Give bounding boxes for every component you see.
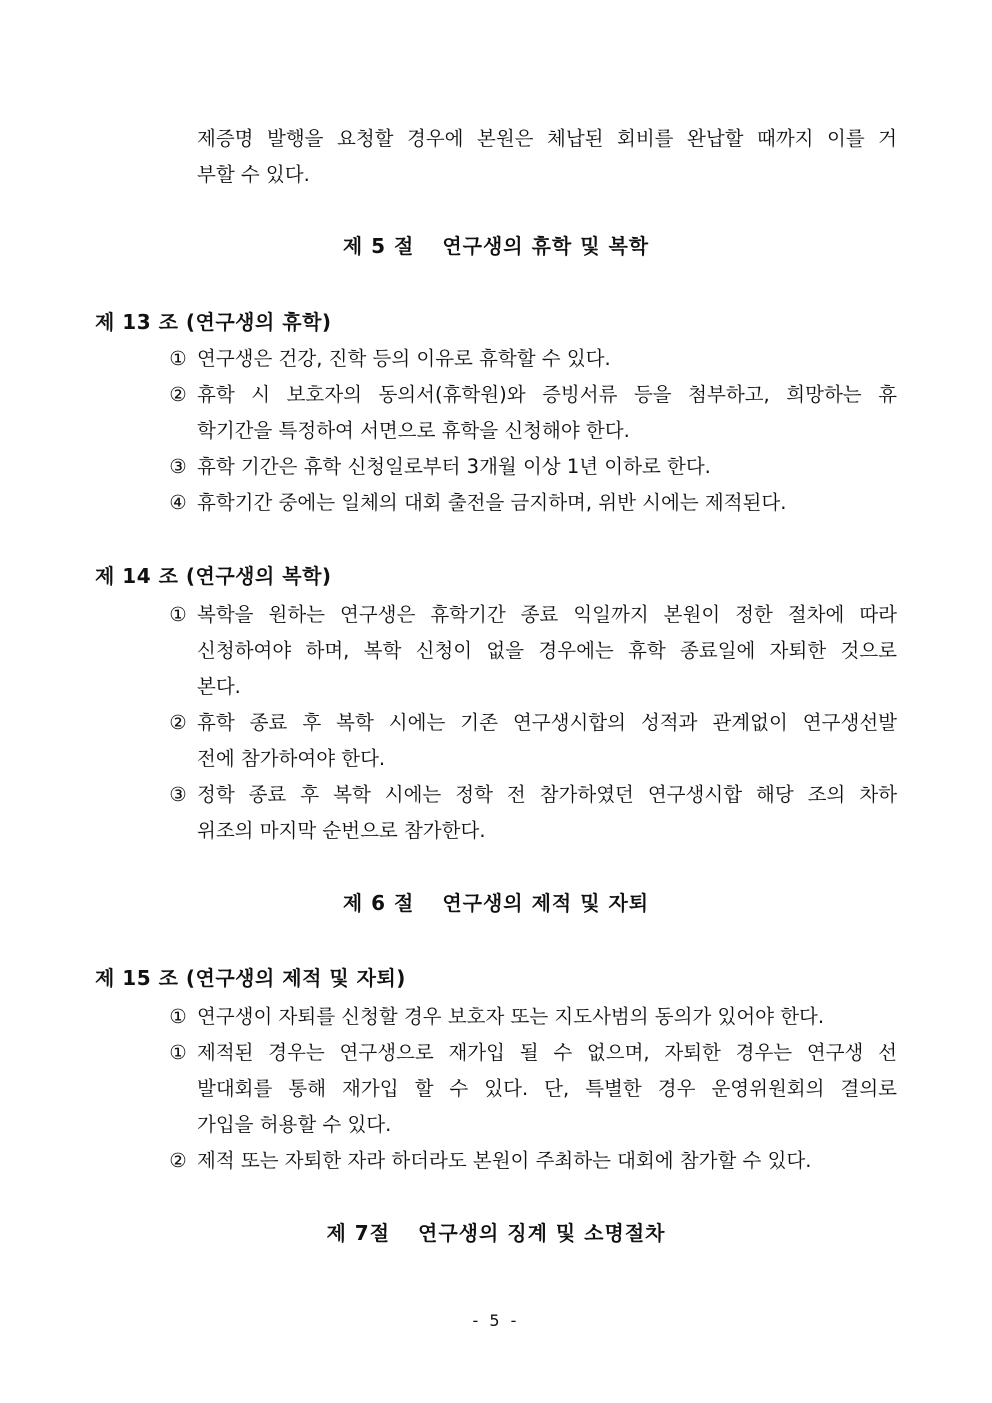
section-title: 연구생의 제적 및 자퇴 [442,891,650,915]
item-text: 연구생은 건강, 진학 등의 이유로 휴학할 수 있다. [197,347,611,370]
item-marker: ① [169,347,187,370]
section-number: 제 6 절 [342,891,415,915]
item-marker: ② [169,1149,187,1172]
intro-line-1: 제증명 발행을 요청할 경우에 본원은 체납된 회비를 완납할 때까지 이를 거 [197,127,897,150]
item-marker: ② [169,383,187,406]
article-heading-13: 제 13 조 (연구생의 휴학) [95,310,332,334]
intro-line-2: 부할 수 있다. [197,163,310,186]
item-text: 연구생이 자퇴를 신청할 경우 보호자 또는 지도사범의 동의가 있어야 한다. [197,1005,825,1028]
item-text-continuation: 가입을 허용할 수 있다. [197,1113,392,1136]
item-text: 정학 종료 후 복학 시에는 정학 전 참가하였던 연구생시합 해당 조의 차하 [197,783,897,806]
section-number: 제 7절 [326,1221,391,1245]
item-text-continuation: 신청하여야 하며, 복학 신청이 없을 경우에는 휴학 종료일에 자퇴한 것으로 [197,639,897,662]
item-text: 휴학 종료 후 복학 시에는 기존 연구생시합의 성적과 관계없이 연구생선발 [197,711,897,734]
item-text-continuation: 본다. [197,675,241,698]
section-heading-5 [0,232,992,260]
item-text: 복학을 원하는 연구생은 휴학기간 종료 익일까지 본원이 정한 절차에 따라 [197,603,897,626]
section-heading-6 [0,889,992,917]
section-heading-7 [0,1219,992,1247]
item-marker: ① [169,1005,187,1028]
item-marker: ④ [169,491,187,514]
item-marker: ① [169,603,187,626]
item-text-continuation: 전에 참가하여야 한다. [197,747,386,770]
item-text: 제적 또는 자퇴한 자라 하더라도 본원이 주최하는 대회에 참가할 수 있다. [197,1149,812,1172]
item-marker: ③ [169,455,187,478]
item-marker: ③ [169,783,187,806]
article-heading-15: 제 15 조 (연구생의 제적 및 자퇴) [95,966,406,990]
section-number: 제 5 절 [342,234,415,258]
item-text: 휴학기간 중에는 일체의 대회 출전을 금지하며, 위반 시에는 제적된다. [197,491,787,514]
item-marker: ② [169,711,187,734]
item-marker: ① [169,1041,187,1064]
item-text: 휴학 시 보호자의 동의서(휴학원)와 증빙서류 등을 첨부하고, 희망하는 휴 [197,383,897,406]
item-text-continuation: 발대회를 통해 재가입 할 수 있다. 단, 특별한 경우 운영위원회의 결의로 [197,1077,897,1100]
page-number: - 5 - [472,1311,520,1330]
item-text-continuation: 위조의 마지막 순번으로 참가한다. [197,819,486,842]
item-text: 휴학 기간은 휴학 신청일로부터 3개월 이상 1년 이하로 한다. [197,455,711,478]
section-title: 연구생의 휴학 및 복학 [442,234,650,258]
section-title: 연구생의 징계 및 소명절차 [418,1221,666,1245]
article-heading-14: 제 14 조 (연구생의 복학) [95,564,332,588]
item-text: 제적된 경우는 연구생으로 재가입 될 수 없으며, 자퇴한 경우는 연구생 선 [197,1041,897,1064]
item-text-continuation: 학기간을 특정하여 서면으로 휴학을 신청해야 한다. [197,419,630,442]
